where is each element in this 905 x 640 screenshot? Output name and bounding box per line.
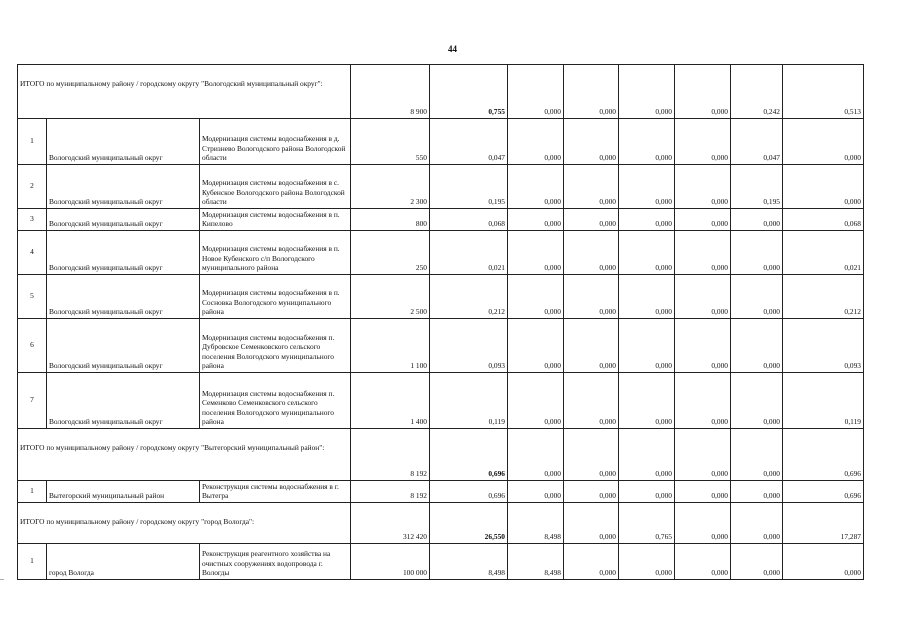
table-row: [18, 319, 864, 373]
value-cell: 0,000: [731, 231, 783, 275]
value-cell: 0,000: [619, 319, 675, 373]
table-row: [18, 165, 864, 209]
municipality-cell: Вологодский муниципальный округ: [47, 209, 200, 231]
row-number: 3: [18, 209, 47, 231]
value-cell: 0,000: [619, 231, 675, 275]
value-cell: 0,000: [564, 231, 619, 275]
value-cell: 0,000: [619, 65, 675, 119]
table-row: [18, 544, 864, 580]
value-cell: 312 420: [351, 503, 430, 544]
row-number: 2: [18, 165, 47, 209]
table-row: [18, 373, 864, 429]
value-cell: 0,000: [731, 481, 783, 503]
row-number: 7: [18, 373, 47, 429]
value-cell: 0,000: [508, 319, 564, 373]
table-row: [18, 275, 864, 319]
page-number: 44: [448, 44, 457, 54]
row-number: 1: [18, 544, 47, 580]
value-cell: 0,047: [430, 119, 508, 165]
value-cell: 0,000: [731, 429, 783, 481]
value-cell: 0,000: [783, 119, 864, 165]
value-cell: 0,000: [508, 165, 564, 209]
value-cell: 0,242: [731, 65, 783, 119]
value-cell: 8,498: [430, 544, 508, 580]
value-cell: 0,000: [564, 429, 619, 481]
municipality-cell: Вытегорский муниципальный район: [47, 481, 200, 503]
value-cell: 1 100: [351, 319, 430, 373]
value-cell: 0,000: [731, 373, 783, 429]
value-cell: 2 500: [351, 275, 430, 319]
value-cell: 0,000: [783, 165, 864, 209]
value-cell: 250: [351, 231, 430, 275]
value-cell: 0,000: [675, 544, 731, 580]
value-cell: 0,000: [564, 275, 619, 319]
financing-table: [17, 64, 864, 580]
total-row: [18, 503, 864, 544]
value-cell: 0,765: [619, 503, 675, 544]
project-name-cell: Модернизация системы водоснабжения п. Семенково Семенковского сельского поселения Вологодского муниципального района: [200, 373, 351, 429]
financing-table-wrapper: [17, 64, 863, 580]
value-cell: 0,093: [430, 319, 508, 373]
value-cell: 0,755: [430, 65, 508, 119]
value-cell: 1 400: [351, 373, 430, 429]
table-row: [18, 209, 864, 231]
project-name-cell: Модернизация системы водоснабжения в д. Стризнево Вологодского района Вологодской области: [200, 119, 351, 165]
value-cell: 0,000: [619, 165, 675, 209]
value-cell: 0,000: [619, 544, 675, 580]
value-cell: 0,000: [619, 119, 675, 165]
value-cell: 0,000: [564, 209, 619, 231]
value-cell: 0,000: [675, 275, 731, 319]
value-cell: 0,000: [675, 65, 731, 119]
value-cell: 17,287: [783, 503, 864, 544]
total-row: [18, 65, 864, 119]
total-label: ИТОГО по муниципальному району / городскому округу "город Вологда":: [18, 503, 351, 544]
value-cell: 8 192: [351, 429, 430, 481]
value-cell: 0,212: [430, 275, 508, 319]
value-cell: 0,000: [564, 119, 619, 165]
value-cell: 0,195: [430, 165, 508, 209]
value-cell: 0,696: [430, 429, 508, 481]
value-cell: 550: [351, 119, 430, 165]
municipality-cell: Вологодский муниципальный округ: [47, 319, 200, 373]
municipality-cell: Вологодский муниципальный округ: [47, 165, 200, 209]
value-cell: 0,000: [675, 319, 731, 373]
value-cell: 0,000: [508, 275, 564, 319]
row-number: 1: [18, 481, 47, 503]
value-cell: 0,212: [783, 275, 864, 319]
value-cell: 0,000: [564, 503, 619, 544]
value-cell: 0,000: [508, 429, 564, 481]
value-cell: 0,000: [564, 319, 619, 373]
value-cell: 0,513: [783, 65, 864, 119]
value-cell: 0,000: [675, 165, 731, 209]
value-cell: 0,000: [675, 481, 731, 503]
value-cell: 0,000: [731, 503, 783, 544]
municipality-cell: Вологодский муниципальный округ: [47, 275, 200, 319]
value-cell: 0,000: [675, 373, 731, 429]
project-name-cell: Реконструкция реагентного хозяйства на очистных сооружениях водопровода г. Вологды: [200, 544, 351, 580]
value-cell: 0,000: [783, 544, 864, 580]
value-cell: 0,000: [564, 544, 619, 580]
value-cell: 0,000: [508, 65, 564, 119]
value-cell: 0,000: [619, 481, 675, 503]
municipality-cell: Вологодский муниципальный округ: [47, 231, 200, 275]
municipality-cell: город Вологда: [47, 544, 200, 580]
value-cell: 0,000: [675, 231, 731, 275]
value-cell: 0,696: [783, 481, 864, 503]
value-cell: 8,498: [508, 544, 564, 580]
row-number: 1: [18, 119, 47, 165]
table-row: [18, 481, 864, 503]
value-cell: 26,550: [430, 503, 508, 544]
margin-marker: –: [0, 574, 4, 583]
value-cell: 8 192: [351, 481, 430, 503]
table-row: [18, 231, 864, 275]
value-cell: 0,000: [564, 65, 619, 119]
total-label: ИТОГО по муниципальному району / городскому округу "Вытегорский муниципальный район":: [18, 429, 351, 481]
value-cell: 0,000: [675, 119, 731, 165]
project-name-cell: Модернизация системы водоснабжения в с. Кубенское Вологодского района Вологодской области: [200, 165, 351, 209]
value-cell: 0,000: [564, 373, 619, 429]
project-name-cell: Реконструкция системы водоснабжения в г. Вытегра: [200, 481, 351, 503]
value-cell: 0,068: [783, 209, 864, 231]
value-cell: 0,000: [675, 429, 731, 481]
row-number: 5: [18, 275, 47, 319]
value-cell: 0,000: [619, 275, 675, 319]
value-cell: 8,498: [508, 503, 564, 544]
value-cell: 0,000: [508, 373, 564, 429]
table-row: [18, 119, 864, 165]
value-cell: 800: [351, 209, 430, 231]
value-cell: 0,047: [731, 119, 783, 165]
value-cell: 2 300: [351, 165, 430, 209]
value-cell: 0,000: [508, 119, 564, 165]
municipality-cell: Вологодский муниципальный округ: [47, 119, 200, 165]
value-cell: 0,000: [731, 544, 783, 580]
value-cell: 0,000: [564, 165, 619, 209]
value-cell: 0,000: [731, 275, 783, 319]
row-number: 4: [18, 231, 47, 275]
municipality-cell: Вологодский муниципальный округ: [47, 373, 200, 429]
value-cell: 0,696: [430, 481, 508, 503]
value-cell: 100 000: [351, 544, 430, 580]
value-cell: 0,068: [430, 209, 508, 231]
value-cell: 0,000: [731, 319, 783, 373]
value-cell: 0,000: [564, 481, 619, 503]
value-cell: 0,000: [675, 503, 731, 544]
value-cell: 0,119: [783, 373, 864, 429]
value-cell: 8 900: [351, 65, 430, 119]
table-body: [18, 65, 864, 580]
value-cell: 0,000: [675, 209, 731, 231]
total-row: [18, 429, 864, 481]
value-cell: 0,000: [508, 231, 564, 275]
value-cell: 0,195: [731, 165, 783, 209]
project-name-cell: Модернизация системы водоснабжения в п. Новое Кубенского с/п Вологодского муниципального района: [200, 231, 351, 275]
project-name-cell: Модернизация системы водоснабжения п. Дубровское Семенковского сельского поселения Вологодского муниципального района: [200, 319, 351, 373]
project-name-cell: Модернизация системы водоснабжения в п. Кипелово: [200, 209, 351, 231]
value-cell: 0,000: [731, 209, 783, 231]
value-cell: 0,021: [783, 231, 864, 275]
value-cell: 0,696: [783, 429, 864, 481]
value-cell: 0,119: [430, 373, 508, 429]
value-cell: 0,000: [508, 209, 564, 231]
value-cell: 0,000: [619, 373, 675, 429]
value-cell: 0,000: [508, 481, 564, 503]
project-name-cell: Модернизация системы водоснабжения в п. Сосновка Вологодского муниципального района: [200, 275, 351, 319]
row-number: 6: [18, 319, 47, 373]
value-cell: 0,021: [430, 231, 508, 275]
value-cell: 0,000: [619, 429, 675, 481]
value-cell: 0,093: [783, 319, 864, 373]
total-label: ИТОГО по муниципальному району / городскому округу "Вологодский муниципальный округ":: [18, 65, 351, 119]
value-cell: 0,000: [619, 209, 675, 231]
